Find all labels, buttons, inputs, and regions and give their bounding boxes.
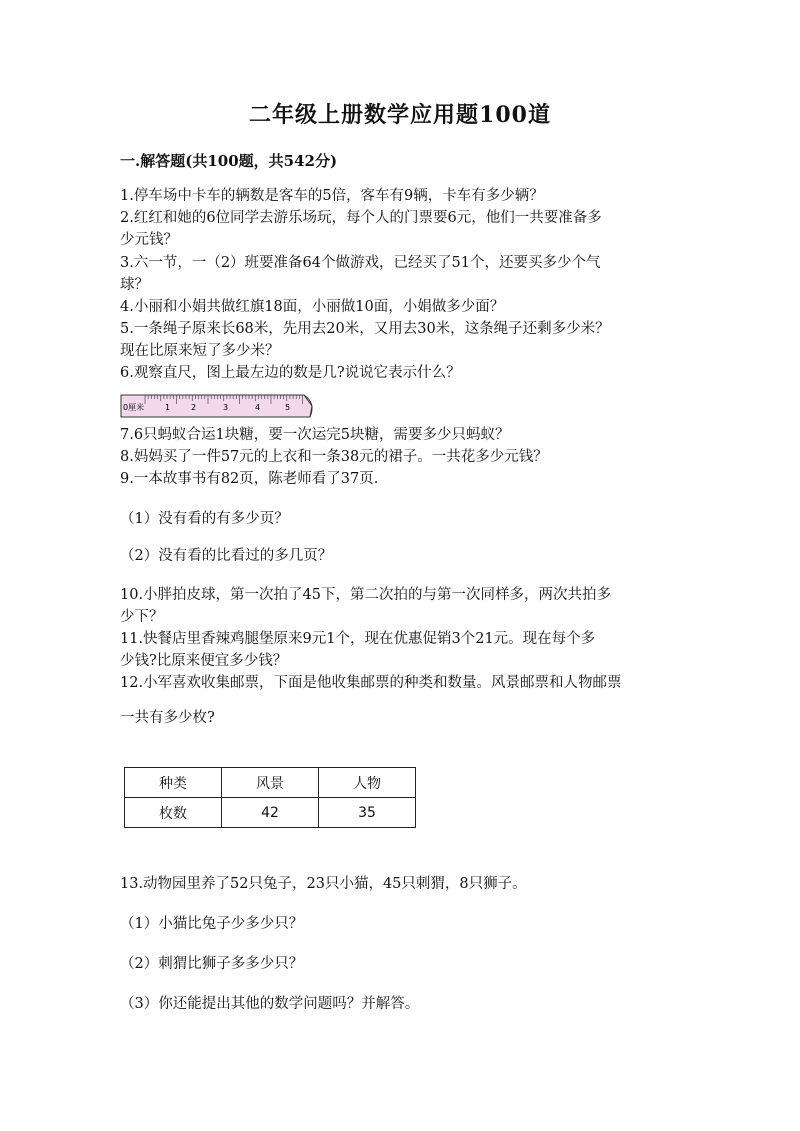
question-line: 9.一本故事书有82页，陈老师看了37页. [120, 471, 379, 487]
question-line: 12.小军喜欢收集邮票，下面是他收集邮票的种类和数量。风景邮票和人物邮票 [120, 675, 622, 691]
question-line: 3.六一节，一（2）班要准备64个做游戏，已经买了51个，还要买多少个气 [120, 255, 601, 271]
question-line: 2.红红和她的6位同学去游乐场玩，每个人的门票要6元，他们一共要准备多 [120, 210, 602, 226]
question-line: 5.一条绳子原来长68米，先用去20米，又用去30米，这条绳子还剩多少米？ [120, 321, 610, 337]
sub-question-line: （2）刺猬比狮子多多少只？ [120, 956, 304, 972]
question-line: 4.小丽和小娟共做红旗18面，小丽做10面，小娟做多少面？ [120, 299, 505, 315]
question-line: 7.6只蚂蚁合运1块糖，要一次运完5块糖，需要多少只蚂蚁？ [120, 427, 510, 443]
question-line: 少钱?比原来便宜多少钱？ [120, 653, 288, 669]
question-line: 13.动物园里养了52只兔子，23只小猫，45只刺猬，8只狮子。 [120, 876, 527, 892]
table-cell: 人物 [319, 768, 416, 798]
page-title: 二年级上册数学应用题100道 [249, 102, 551, 128]
ruler-number: 2 [191, 403, 197, 412]
table-cell: 风景 [222, 768, 319, 798]
question-line: 8.妈妈买了一件57元的上衣和一条38元的裙子。一共花多少元钱？ [120, 449, 548, 465]
ruler-number: 5 [285, 403, 291, 412]
table-cell: 42 [222, 798, 319, 828]
stamp-table [124, 767, 416, 828]
question-line: 6.观察直尺，图上最左边的数是几?说说它表示什么？ [120, 365, 461, 381]
question-line: 少元钱？ [120, 232, 178, 248]
ruler-number: 3 [223, 403, 229, 412]
question-line: 1.停车场中卡车的辆数是客车的5倍，客车有9辆，卡车有多少辆？ [120, 188, 544, 204]
sub-question-line: （1）没有看的有多少页？ [120, 511, 289, 527]
table-cell: 枚数 [125, 798, 222, 828]
question-line: 球？ [120, 277, 149, 293]
table-cell: 35 [319, 798, 416, 828]
ruler-figure [120, 393, 318, 419]
ruler-number: 1 [165, 403, 171, 412]
question-line: 11.快餐店里香辣鸡腿堡原来9元1个，现在优惠促销3个21元。现在每个多 [120, 631, 596, 647]
section-heading: 一.解答题(共100题，共542分) [120, 152, 338, 170]
table-cell: 种类 [125, 768, 222, 798]
sub-question-line: （1）小猫比兔子少多少只？ [120, 916, 304, 932]
ruler-number: 4 [255, 403, 261, 412]
sub-question-line: （2）没有看的比看过的多几页？ [120, 548, 333, 564]
question-line: 一共有多少枚? [120, 710, 215, 726]
sub-question-line: （3）你还能提出其他的数学问题吗？并解答。 [120, 996, 420, 1012]
table-header-row [125, 768, 416, 798]
table-row [125, 798, 416, 828]
ruler-unit-label: 0厘米 [123, 403, 145, 412]
question-line: 少下？ [120, 609, 164, 625]
question-line: 现在比原来短了多少米？ [120, 343, 280, 359]
question-line: 10.小胖拍皮球，第一次拍了45下，第二次拍的与第一次同样多，两次共拍多 [120, 587, 612, 603]
